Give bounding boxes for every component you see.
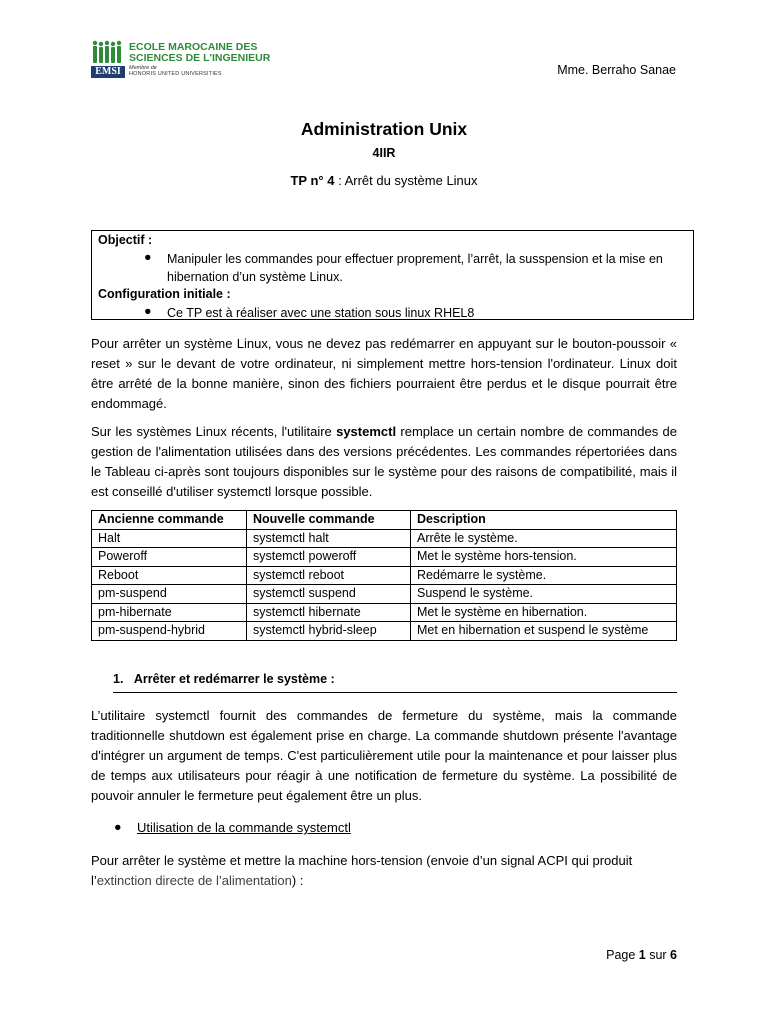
description-cell: Met le système hors-tension. bbox=[411, 548, 677, 567]
page-footer bbox=[606, 948, 677, 962]
description-cell: Arrête le système. bbox=[411, 529, 677, 548]
table-row bbox=[92, 548, 677, 567]
bullet-icon: ● bbox=[114, 820, 122, 834]
header-old-command: Ancienne commande bbox=[92, 511, 247, 530]
objective-label: Objectif : bbox=[98, 233, 153, 247]
old-command-cell: Halt bbox=[92, 529, 247, 548]
objective-bullet: Manipuler les commandes pour effectuer proprement, l’arrêt, la susspension et la mise en hibernation d’un système Linux. bbox=[167, 252, 663, 284]
table-row bbox=[92, 566, 677, 585]
page-total: 6 bbox=[670, 948, 677, 962]
new-command-cell: systemctl poweroff bbox=[247, 548, 411, 567]
new-command-cell: systemctl hybrid-sleep bbox=[247, 622, 411, 641]
bullet-icon: ● bbox=[144, 250, 152, 264]
header-new-command: Nouvelle commande bbox=[247, 511, 411, 530]
section-1-heading bbox=[113, 672, 335, 686]
tp-label: TP n° 4 bbox=[290, 173, 335, 188]
page-of: sur bbox=[645, 948, 671, 962]
systemctl-paragraph-before: Sur les systèmes Linux récents, l'utilitaire bbox=[91, 424, 337, 439]
old-command-cell: pm-hibernate bbox=[92, 603, 247, 622]
shutdown-prefix: l’ bbox=[91, 873, 97, 888]
logo-line-2: SCIENCES DE L'INGENIEUR bbox=[129, 52, 271, 64]
new-command-cell: systemctl hibernate bbox=[247, 603, 411, 622]
emsi-logo bbox=[91, 40, 271, 80]
systemctl-paragraph bbox=[91, 422, 677, 502]
config-label: Configuration initiale : bbox=[98, 287, 231, 301]
systemctl-usage-bullet: Utilisation de la commande systemctl bbox=[137, 820, 351, 835]
section-divider bbox=[113, 692, 677, 693]
table-row bbox=[92, 622, 677, 641]
new-command-cell: systemctl halt bbox=[247, 529, 411, 548]
tp-text: : Arrêt du système Linux bbox=[334, 173, 478, 188]
description-cell: Redémarre le système. bbox=[411, 566, 677, 585]
section-1-number: 1. bbox=[113, 672, 124, 686]
config-bullet: Ce TP est à réaliser avec une station sous linux RHEL8 bbox=[167, 306, 475, 320]
shutdown-line-1: Pour arrêter le système et mettre la machine hors-tension (envoie d’un signal ACPI qui produit bbox=[91, 853, 633, 868]
page-number: 1 bbox=[638, 948, 646, 962]
objective-box bbox=[91, 230, 694, 320]
table-row bbox=[92, 603, 677, 622]
old-command-cell: pm-suspend-hybrid bbox=[92, 622, 247, 641]
shutdown-gray-text: extinction directe de l’alimentation bbox=[96, 873, 292, 888]
description-cell: Suspend le système. bbox=[411, 585, 677, 604]
logo-member: Membre de bbox=[129, 65, 157, 71]
new-command-cell: systemctl suspend bbox=[247, 585, 411, 604]
logo-line-1: ECOLE MAROCAINE DES bbox=[129, 41, 258, 53]
document-title: Administration Unix bbox=[300, 119, 468, 139]
logo-network: HONORIS UNITED UNIVERSITIES bbox=[129, 71, 222, 77]
old-command-cell: pm-suspend bbox=[92, 585, 247, 604]
people-logo-icon bbox=[91, 40, 125, 64]
intro-paragraph: Pour arrêter un système Linux, vous ne devez pas redémarrer en appuyant sur le bouton-poussoir « reset » sur le devant de votre ordinateur, ni simplement mettre hors-tension l'ordinateur. Linux doit être arrêté de la bonne manière, sinon des fichiers pourraient être perdus et le disque pourrait être endommagé. bbox=[91, 336, 677, 411]
table-row bbox=[92, 529, 677, 548]
commands-table bbox=[91, 510, 677, 641]
old-command-cell: Poweroff bbox=[92, 548, 247, 567]
systemctl-keyword: systemctl bbox=[336, 424, 397, 439]
section-1-title: Arrêter et redémarrer le système : bbox=[133, 672, 335, 686]
document-subtitle: 4IIR bbox=[372, 146, 396, 160]
bullet-icon: ● bbox=[144, 304, 152, 318]
description-cell: Met en hibernation et suspend le système bbox=[411, 622, 677, 641]
page-label: Page bbox=[606, 948, 639, 962]
shutdown-paragraph bbox=[91, 851, 677, 891]
shutdown-suffix: ) : bbox=[291, 873, 304, 888]
section-1-paragraph: L’utilitaire systemctl fournit des commandes de fermeture du système, mais la commande traditionnelle shutdown est également prise en charge. La commande shutdown présente l'avantage d'intégrer un argument de temps. C'est particulièrement utile pour la maintenance et pour laisser plus de temps aux utilisateurs pour réagir à une notification de fermeture du système. La possibilité de pouvoir annuler le fermeture peut également être un plus. bbox=[91, 708, 677, 803]
author-name: Mme. Berraho Sanae bbox=[557, 63, 676, 77]
new-command-cell: systemctl reboot bbox=[247, 566, 411, 585]
systemctl-paragraph-after: remplace un certain nombre de commandes de gestion de l'alimentation utilisées dans des versions précédentes. Les commandes répertoriées dans le Tableau ci-après sont toujours disponibles sur le système pour des raisons de compatibilité, mais il est conseillé d'utiliser systemctl lorsque possible. bbox=[91, 424, 677, 499]
tp-heading bbox=[0, 173, 768, 188]
description-cell: Met le système en hibernation. bbox=[411, 603, 677, 622]
logo-emsi-text: EMSI bbox=[91, 66, 125, 78]
old-command-cell: Reboot bbox=[92, 566, 247, 585]
header-description: Description bbox=[411, 511, 677, 530]
table-header-row bbox=[92, 511, 677, 530]
table-row bbox=[92, 585, 677, 604]
